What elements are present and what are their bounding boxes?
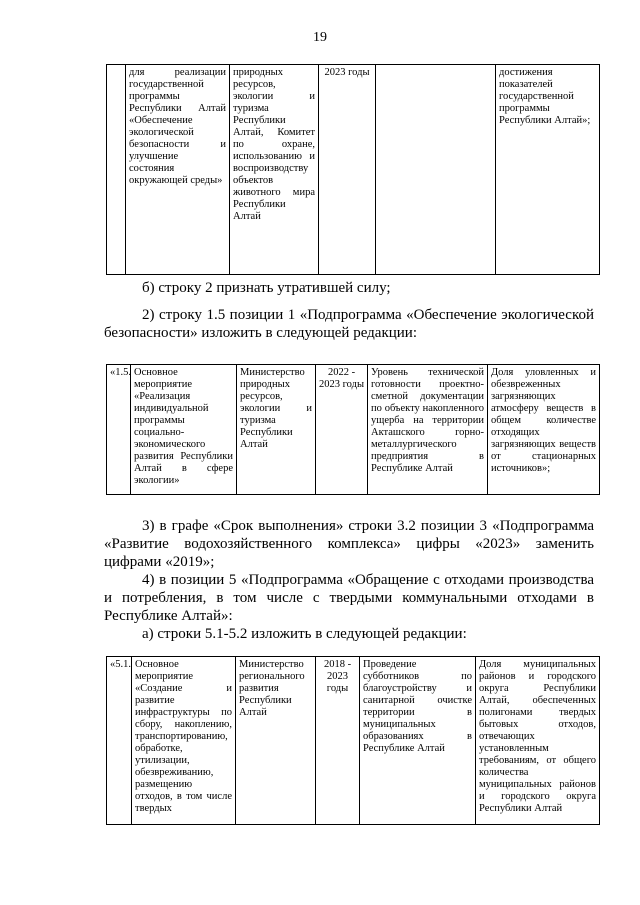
paragraph-a: а) строки 5.1-5.2 изложить в следующей редакции: [142,626,467,642]
cell-term: 2018 - 2023 годы [316,657,360,825]
cell-indicator: Доля уловленных и обезвреженных загрязняющих атмосферу веществ в общем количестве отходящих загрязняющих веществ от стационарных источников»; [488,365,600,495]
cell-executor: природных ресурсов, экологии и туризма Республики Алтай, Комитет по охране, использованию и воспроизводству объектов животного мира Республики Алтай [230,65,319,275]
cell-term: 2022 - 2023 годы [316,365,368,495]
table-row [107,365,600,495]
cell-term: 2023 годы [319,65,376,275]
cell-name: Основное мероприятие «Создание и развитие инфраструктуры по сбору, накоплению, транспортированию, обработке, утилизации, обезвреживанию, размещению отходов, в том числе твердых [132,657,236,825]
cell-name: Основное мероприятие «Реализация индивидуальной программы социально-экономического развития Республики Алтай в сфере экологии» [131,365,237,495]
cell-number [107,65,126,275]
page-number: 19 [313,30,327,45]
paragraph-b: б) строку 2 признать утратившей силу; [142,280,391,296]
paragraph-4: 4) в позиции 5 «Подпрограмма «Обращение с отходами производства и потребления, в том числе с твердыми коммунальными отходами в Республике Алтай»: [104,572,594,624]
table-continuation [106,64,600,275]
table-row [107,657,600,825]
paragraph-3: 3) в графе «Срок выполнения» строки 3.2 позиции 3 «Подпрограмма «Развитие водохозяйственного комплекса» цифры «2023» заменить цифрами «2019»; [104,518,594,570]
cell-number: «1.5. [107,365,131,495]
cell-result [376,65,496,275]
table-row-1-5 [106,364,600,495]
cell-name: для реализации государственной программы Республики Алтай «Обеспечение экологической безопасности и улучшение состояния окружающей среды» [126,65,230,275]
cell-result: Уровень технической готовности проектно-сметной документации по объекту накопленного ущерба на территории Акташского горно-металлургического предприятия в Республике Алтай [368,365,488,495]
cell-result: Проведение субботников по благоустройству и санитарной очистке территории в муниципальных образованиях в Республике Алтай [360,657,476,825]
cell-executor: Министерство природных ресурсов, экологии и туризма Республики Алтай [237,365,316,495]
cell-indicator: Доля муниципальных районов и городского округа Республики Алтай, обеспеченных полигонами твердых бытовых отходов, отвечающих установленным требованиям, от общего количества муниципальных районов и городского округа Республики Алтай [476,657,600,825]
table-row-5-1 [106,656,600,825]
cell-executor: Министерство регионального развития Республики Алтай [236,657,316,825]
table-row [107,65,600,275]
cell-number: «5.1. [107,657,132,825]
cell-indicator: достижения показателей государственной программы Республики Алтай»; [496,65,600,275]
paragraph-2: 2) строку 1.5 позиции 1 «Подпрограмма «Обеспечение экологической безопасности» изложить в следующей редакции: [104,307,594,341]
